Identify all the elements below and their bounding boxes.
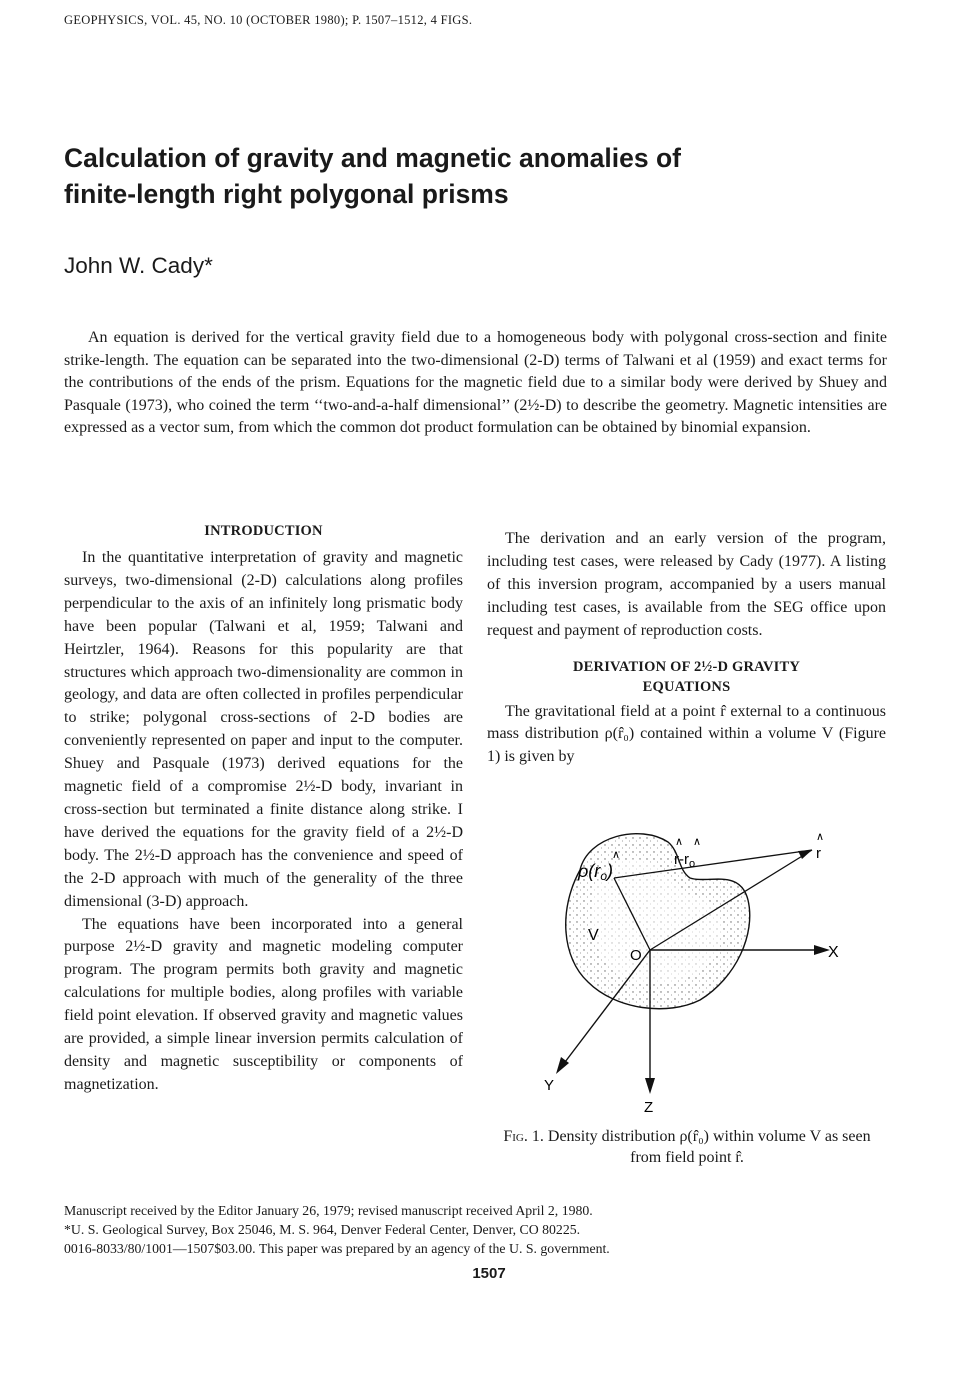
footnote-received: Manuscript received by the Editor January 26, 1979; revised manuscript received April 2, 1980. xyxy=(64,1203,593,1218)
right-column xyxy=(487,528,886,769)
right-paragraph-1: The derivation and an early version of the program, including test cases, were released by Cady (1977). A listing of this inversion program, accompanied by a users manual including test cases, is available from the SEG office upon request and payment of reproduction costs. xyxy=(487,530,886,639)
footnote-copyright: 0016-8033/80/1001—1507$03.00. This paper was prepared by an agency of the U. S. government. xyxy=(64,1241,610,1256)
z-label: Z xyxy=(644,1099,654,1116)
r-minus-r0-label: $r-r_o$ xyxy=(674,851,696,870)
r-minus-r0-hat-1: ∧ xyxy=(675,836,684,848)
author-name: John W. Cady* xyxy=(64,253,213,278)
origin-label: O xyxy=(630,947,642,964)
figure-1-caption xyxy=(487,1126,887,1168)
page-number: 1507 xyxy=(472,1265,506,1282)
figure-1 xyxy=(540,822,860,1122)
x-label: X xyxy=(828,944,839,961)
derivation-heading xyxy=(487,657,886,697)
paper-title xyxy=(64,140,884,212)
y-label: Y xyxy=(544,1077,555,1094)
z-arrowhead xyxy=(645,1078,655,1094)
derivation-heading-line-1: DERIVATION OF 2½-D GRAVITY xyxy=(572,658,801,675)
r-hat: ∧ xyxy=(816,831,825,843)
abstract: An equation is derived for the vertical gravity field due to a homogeneous body with polygonal cross-section and finite strike-length. The equation can be separated into the two-dimensional (2-D) terms of Talwani et al (1959) and exact terms for the contributions of the ends of the prism. Equations for the magnetic field due to a similar body were derived by Shuey and Pasquale (1973), who coined the term ‘‘two-and-a-half dimensional’’ (2½-D) to describe the geometry. Magnetic intensities are expressed as a vector sum, from which the common dot product formulation can be obtained by binomial expansion. xyxy=(64,329,887,437)
title-line-1: Calculation of gravity and magnetic anomalies of xyxy=(64,143,681,173)
introduction-heading: INTRODUCTION xyxy=(204,523,323,539)
derivation-heading-line-2: EQUATIONS xyxy=(642,678,731,695)
left-column xyxy=(64,521,463,1097)
footnote-affiliation: *U. S. Geological Survey, Box 25046, M. S. 964, Denver Federal Center, Denver, CO 80225. xyxy=(64,1222,581,1237)
figure-1-caption-text: Density distribution ρ(r̂₀) within volume V as seen from field point r̂. xyxy=(547,1128,871,1166)
r-label: r xyxy=(816,845,821,862)
intro-paragraph-1: In the quantitative interpretation of gravity and magnetic surveys, two-dimensional (2-D) calculations along profiles perpendicular to the axis of an infinitely long prismatic body have been popular (Talwani et al, 1959; Talwani and Heirtzler, 1964). Reasons for this popularity are that structures which approach two-dimensionality are common in geology, and data are often collected in profiles perpendicular to strike; polygonal cross-sections of 2-D bodies are conveniently represented on paper and input to the computer. Shuey and Pasquale (1973) derived equations for the magnetic field of a compromise 2½-D body, invariant in cross-section but terminated a finite distance along strike. I have derived the equations for the gravity field of a 2½-D body. The 2½-D approach has the convenience and speed of the 2-D approach with much of the generality of the three dimensional (3-D) approach. xyxy=(64,549,463,910)
r-minus-r0-hat-2: ∧ xyxy=(693,836,702,848)
v-label: V xyxy=(588,927,599,944)
figure-1-caption-label: Fig. 1. xyxy=(503,1128,544,1145)
intro-paragraph-2: The equations have been incorporated into a general purpose 2½-D gravity and magnetic modeling computer program. The program permits both gravity and magnetic calculations for multiple bodies, along profiles with variable field point elevation. If observed gravity and magnetic values are provided, a simple linear inversion permits calculation of density and magnetic susceptibility or components of magnetization. xyxy=(64,915,463,1093)
footnotes xyxy=(64,1201,884,1258)
rho-label: ρ(ro) xyxy=(578,861,613,883)
rho-hat: ∧ xyxy=(612,849,621,861)
figure-1-diagram xyxy=(540,822,860,1122)
running-head: GEOPHYSICS, VOL. 45, NO. 10 (OCTOBER 1980); P. 1507–1512, 4 FIGS. xyxy=(64,13,473,27)
right-paragraph-2: The gravitational field at a point r̂ external to a continuous mass distribution ρ(r̂₀) contained within a volume V (Figure 1) is given by xyxy=(487,702,886,766)
title-line-2: finite-length right polygonal prisms xyxy=(64,179,509,209)
